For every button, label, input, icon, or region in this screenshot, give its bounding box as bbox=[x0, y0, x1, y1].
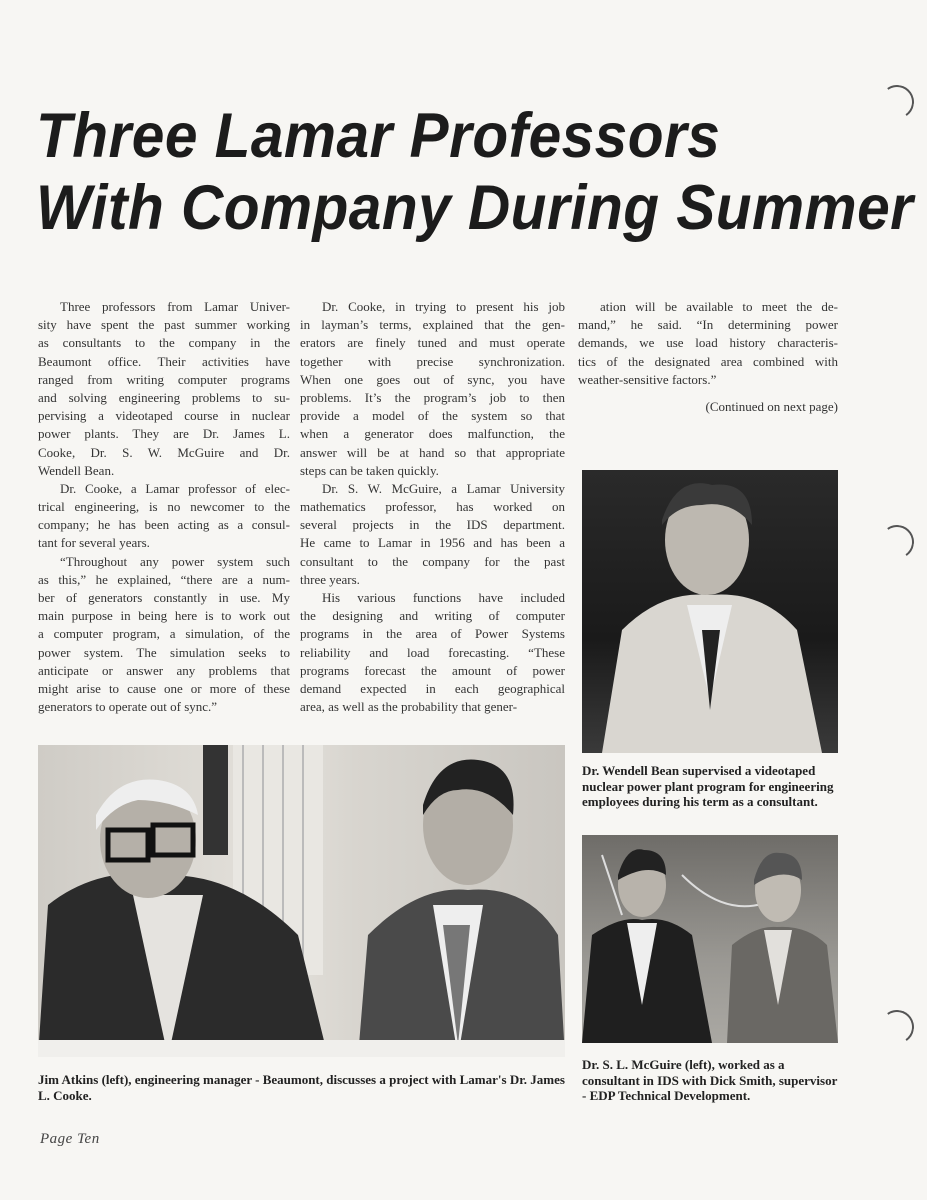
text-line: programs in the area of Power Systems bbox=[300, 626, 565, 642]
text-line: Three professors from Lamar Univer- bbox=[60, 299, 290, 314]
text-line: power plants. They are Dr. James L. bbox=[38, 426, 290, 442]
photo-mcguire-smith bbox=[582, 835, 838, 1043]
text-line: Wendell Bean. bbox=[38, 462, 115, 478]
text-line: anticipate or answer any problems that bbox=[38, 662, 290, 678]
binder-hole-mark bbox=[877, 522, 916, 561]
text-line: generators to operate out of sync.” bbox=[38, 699, 218, 715]
photo-wendell-bean bbox=[582, 470, 838, 753]
caption-mcguire-smith: Dr. S. L. McGuire (left), worked as a consultant in IDS with Dick Smith, supervisor - EDP Technical Development. bbox=[582, 1057, 838, 1103]
paragraph bbox=[38, 480, 290, 553]
text-line: main purpose in being here is to work out bbox=[38, 608, 290, 624]
text-line: Dr. Cooke, a Lamar professor of elec- bbox=[60, 480, 290, 496]
text-line: consultant to the company for the past bbox=[300, 553, 565, 569]
page-number: Page Ten bbox=[40, 1131, 100, 1147]
text-line: power system. The simulation seeks to bbox=[38, 644, 290, 660]
paragraph bbox=[300, 589, 565, 716]
text-line: programs forecast the amount of power bbox=[300, 662, 565, 678]
text-line: together with precise synchronization. bbox=[300, 353, 565, 369]
text-line: in layman’s terms, explained that the gen- bbox=[300, 317, 565, 333]
paragraph bbox=[300, 480, 565, 589]
text-line: When one goes out of sync, you have bbox=[300, 371, 565, 387]
text-line: weather-sensitive factors.” bbox=[578, 371, 717, 387]
text-line: tant for several years. bbox=[38, 535, 150, 551]
text-line: as consultants to the company in the bbox=[38, 335, 290, 351]
title-line-2: With Company During Summer bbox=[36, 173, 914, 243]
text-line: demands, we use load history characteris- bbox=[578, 335, 838, 351]
text-line: ber of generators constantly in use. My bbox=[38, 590, 290, 605]
text-line: several projects in the IDS department. bbox=[300, 517, 565, 533]
binder-hole-mark bbox=[877, 1007, 916, 1046]
paragraph bbox=[38, 553, 290, 717]
text-line: area, as well as the probability that gener- bbox=[300, 699, 518, 715]
continued-note: (Continued on next page) bbox=[705, 398, 838, 414]
text-line: pervising a videotaped course in nuclear bbox=[38, 408, 290, 424]
text-line: Dr. Cooke, in trying to present his job bbox=[322, 299, 565, 314]
paragraph bbox=[300, 298, 565, 480]
text-line: Beaumont office. Their activities have bbox=[38, 353, 290, 369]
text-line: erators are finely tuned and must operate bbox=[300, 335, 565, 351]
text-line: ranged from writing computer programs bbox=[38, 371, 290, 387]
text-line: His various functions have included bbox=[322, 590, 565, 605]
photo-atkins-cooke bbox=[38, 745, 565, 1057]
caption-wendell-bean: Dr. Wendell Bean supervised a videotaped nuclear power plant program for engineering employees during his term as a consultant. bbox=[582, 763, 834, 809]
text-line: company; he has been acting as a consul- bbox=[38, 517, 290, 533]
text-line: “Throughout any power system such bbox=[60, 553, 290, 569]
article-title bbox=[36, 100, 913, 244]
text-line: when a generator does malfunction, the bbox=[300, 426, 565, 442]
text-line: and solving engineering problems to su- bbox=[38, 389, 290, 405]
text-line: reliability and load forecasting. “These bbox=[300, 644, 565, 660]
text-column-2 bbox=[300, 298, 565, 716]
text-line: problems. It’s the program’s job to then bbox=[300, 389, 565, 405]
text-line: might arise to cause one or more of these bbox=[38, 680, 290, 696]
paragraph bbox=[38, 298, 290, 480]
text-line: ation will be available to meet the de- bbox=[600, 299, 838, 314]
text-line: steps can be taken quickly. bbox=[300, 462, 439, 478]
text-line: provide a model of the system so that bbox=[300, 408, 565, 424]
text-line: three years. bbox=[300, 571, 360, 587]
paragraph bbox=[578, 298, 838, 389]
text-column-1 bbox=[38, 298, 290, 716]
text-line: sity have spent the past summer working bbox=[38, 317, 290, 333]
caption-atkins-cooke: Jim Atkins (left), engineering manager - Beaumont, discusses a project with Lamar's Dr. James L. Cooke. bbox=[38, 1072, 565, 1103]
text-line: mathematics professor, has worked on bbox=[300, 499, 565, 515]
text-line: Cooke, Dr. S. W. McGuire and Dr. bbox=[38, 444, 290, 460]
text-line: tics of the designated area combined with bbox=[578, 353, 838, 369]
text-line: trical engineering, is no newcomer to the bbox=[38, 499, 290, 515]
text-line: demand expected in each geographical bbox=[300, 680, 565, 696]
text-line: mand,” he said. “In determining power bbox=[578, 317, 838, 333]
title-line-1: Three Lamar Professors bbox=[36, 101, 721, 171]
text-line: answer will be at hand so that appropriate bbox=[300, 444, 565, 460]
text-line: the designing and writing of computer bbox=[300, 608, 565, 624]
text-line: a computer program, a simulation, of the bbox=[38, 626, 290, 642]
text-line: Dr. S. W. McGuire, a Lamar University bbox=[322, 480, 565, 496]
text-line: He came to Lamar in 1956 and has been a bbox=[300, 535, 565, 551]
text-column-3 bbox=[578, 298, 838, 416]
text-line: as this,” he explained, “there are a num- bbox=[38, 571, 290, 587]
